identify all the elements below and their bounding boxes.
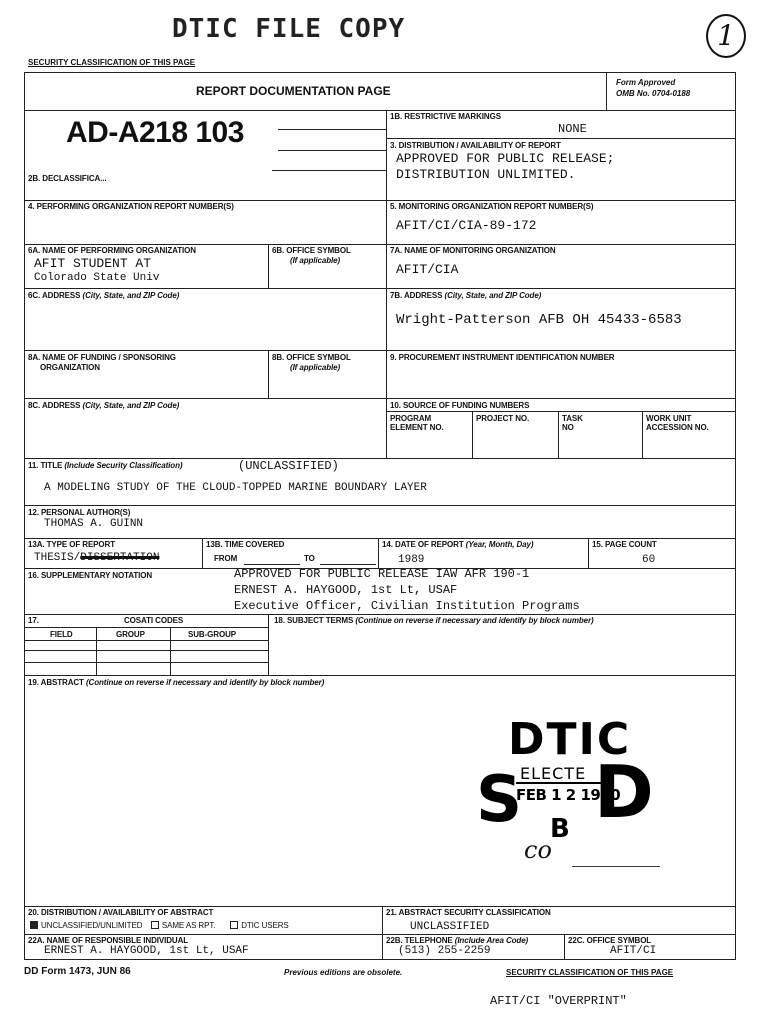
- field-6a-line1: AFIT STUDENT AT: [34, 256, 152, 271]
- field-8b-sub: (If applicable): [290, 363, 341, 372]
- field-6c-label: 6C. ADDRESS (City, State, and ZIP Code): [28, 291, 180, 300]
- field-13a-label: 13A. TYPE OF REPORT: [28, 540, 116, 549]
- field-17-col-subgroup: SUB-GROUP: [188, 630, 236, 639]
- stamp-d: D: [594, 750, 654, 834]
- stamp-bottom-line: [572, 866, 660, 867]
- field-14-label: 14. DATE OF REPORT (Year, Month, Day): [382, 540, 534, 549]
- field-11-classification: (UNCLASSIFIED): [238, 459, 339, 473]
- omb-number: OMB No. 0704-0188: [616, 89, 691, 98]
- field-12-label: 12. PERSONAL AUTHOR(S): [28, 508, 131, 517]
- field-15-value: 60: [642, 554, 656, 566]
- field-6b-sub: (If applicable): [290, 256, 341, 265]
- field-11-label: 11. TITLE (Include Security Classification): [28, 461, 183, 470]
- unclassified-unlimited-checkbox[interactable]: [30, 921, 38, 929]
- field-21-value: UNCLASSIFIED: [410, 921, 490, 933]
- stamp-initials: co: [524, 836, 552, 864]
- field-16-line2: ERNEST A. HAYGOOD, 1st Lt, USAF: [234, 583, 458, 597]
- stamp-date: FEB 1 2 1990: [516, 786, 621, 804]
- field-20-options: UNCLASSIFIED/UNLIMITED SAME AS RPT. DTIC USERS: [30, 921, 289, 930]
- stamp-dtic: DTIC: [508, 714, 632, 765]
- security-classification-footer: SECURITY CLASSIFICATION OF THIS PAGE: [506, 968, 674, 977]
- stamp-underline: [516, 782, 602, 784]
- field-1b-value: NONE: [558, 122, 587, 136]
- field-3-line1: APPROVED FOR PUBLIC RELEASE;: [396, 151, 615, 166]
- stamp-b: B: [550, 814, 570, 844]
- field-10-col-task: TASK NO: [562, 414, 583, 432]
- security-classification-header: SECURITY CLASSIFICATION OF THIS PAGE: [28, 58, 196, 67]
- form-approved: Form Approved: [616, 78, 676, 87]
- field-6b-label: 6B. OFFICE SYMBOL: [272, 246, 351, 255]
- field-8b-label: 8B. OFFICE SYMBOL: [272, 353, 351, 362]
- field-22c-value: AFIT/CI: [610, 945, 657, 957]
- field-14-value: 1989: [398, 554, 425, 566]
- field-8c-label: 8C. ADDRESS (City, State, and ZIP Code): [28, 401, 180, 410]
- field-7a-label: 7A. NAME OF MONITORING ORGANIZATION: [390, 246, 556, 255]
- field-16-line1: APPROVED FOR PUBLIC RELEASE IAW AFR 190-1: [234, 567, 530, 581]
- field-7b-value: Wright-Patterson AFB OH 45433-6583: [396, 312, 682, 328]
- field-13a-struck: DISSERTATION: [80, 552, 160, 564]
- field-4-label: 4. PERFORMING ORGANIZATION REPORT NUMBER(S): [28, 202, 234, 211]
- field-22c-label: 22C. OFFICE SYMBOL: [568, 936, 652, 945]
- circled-number: 1: [706, 14, 746, 58]
- field-17-title: COSATI CODES: [124, 616, 184, 625]
- field-22a-value: ERNEST A. HAYGOOD, 1st Lt, USAF: [44, 945, 249, 957]
- field-10-col-work-unit: WORK UNIT ACCESSION NO.: [646, 414, 709, 432]
- field-16-line3: Executive Officer, Civilian Institution Programs: [234, 599, 580, 613]
- dtic-file-copy-stamp: DTIC FILE COPY: [172, 14, 406, 44]
- field-22a-label: 22A. NAME OF RESPONSIBLE INDIVIDUAL: [28, 936, 189, 945]
- form-id: DD Form 1473, JUN 86: [24, 966, 131, 977]
- field-5-label: 5. MONITORING ORGANIZATION REPORT NUMBER(S): [390, 202, 594, 211]
- field-8a-label-2: ORGANIZATION: [40, 363, 100, 372]
- field-10-col-program: PROGRAM ELEMENT NO.: [390, 414, 444, 432]
- ad-number: AD-A218 103: [66, 116, 244, 149]
- field-8a-label: 8A. NAME OF FUNDING / SPONSORING: [28, 353, 176, 362]
- field-10-col-project: PROJECT NO.: [476, 414, 530, 423]
- field-3-line2: DISTRIBUTION UNLIMITED.: [396, 167, 576, 182]
- stamp-s: S: [476, 763, 523, 837]
- overprint: AFIT/CI "OVERPRINT": [490, 994, 627, 1008]
- field-17-col-field: FIELD: [50, 630, 73, 639]
- field-13a-value: THESIS/DISSERTATION: [34, 552, 160, 564]
- same-as-rpt-checkbox[interactable]: [151, 921, 159, 929]
- field-20-label: 20. DISTRIBUTION / AVAILABILITY OF ABSTRACT: [28, 908, 214, 917]
- page-title: REPORT DOCUMENTATION PAGE: [196, 84, 391, 98]
- field-1b-label: 1B. RESTRICTIVE MARKINGS: [390, 112, 501, 121]
- field-7a-value: AFIT/CIA: [396, 262, 459, 277]
- field-15-label: 15. PAGE COUNT: [592, 540, 657, 549]
- field-13b-from: FROM: [214, 554, 238, 563]
- field-13b-label: 13B. TIME COVERED: [206, 540, 285, 549]
- field-7b-label: 7B. ADDRESS (City, State, and ZIP Code): [390, 291, 542, 300]
- field-12-value: THOMAS A. GUINN: [44, 518, 144, 530]
- field-17-col-group: GROUP: [116, 630, 145, 639]
- field-6a-line2: Colorado State Univ: [34, 272, 160, 284]
- field-21-label: 21. ABSTRACT SECURITY CLASSIFICATION: [386, 908, 551, 917]
- previous-editions-note: Previous editions are obsolete.: [284, 968, 403, 977]
- field-19-label: 19. ABSTRACT (Continue on reverse if necessary and identify by block number): [28, 678, 325, 687]
- stamp-electe: ELECTE: [520, 764, 587, 783]
- field-9-label: 9. PROCUREMENT INSTRUMENT IDENTIFICATION NUMBER: [390, 353, 615, 362]
- field-22b-value: (513) 255-2259: [398, 945, 491, 957]
- field-6a-label: 6A. NAME OF PERFORMING ORGANIZATION: [28, 246, 196, 255]
- dtic-users-checkbox[interactable]: [230, 921, 238, 929]
- field-22b-label: 22B. TELEPHONE (Include Area Code): [386, 936, 529, 945]
- field-13b-to: TO: [304, 554, 315, 563]
- field-10-label: 10. SOURCE OF FUNDING NUMBERS: [390, 401, 530, 410]
- field-11-value: A MODELING STUDY OF THE CLOUD-TOPPED MARINE BOUNDARY LAYER: [44, 482, 427, 494]
- field-17-label: 17.: [28, 616, 39, 625]
- field-3-label: 3. DISTRIBUTION / AVAILABILITY OF REPORT: [390, 141, 561, 150]
- field-16-label: 16. SUPPLEMENTARY NOTATION: [28, 571, 153, 580]
- field-18-label: 18. SUBJECT TERMS (Continue on reverse if necessary and identify by block number): [274, 616, 594, 625]
- field-2b-label: 2B. DECLASSIFICA...: [28, 174, 107, 183]
- field-5-value: AFIT/CI/CIA-89-172: [396, 218, 537, 233]
